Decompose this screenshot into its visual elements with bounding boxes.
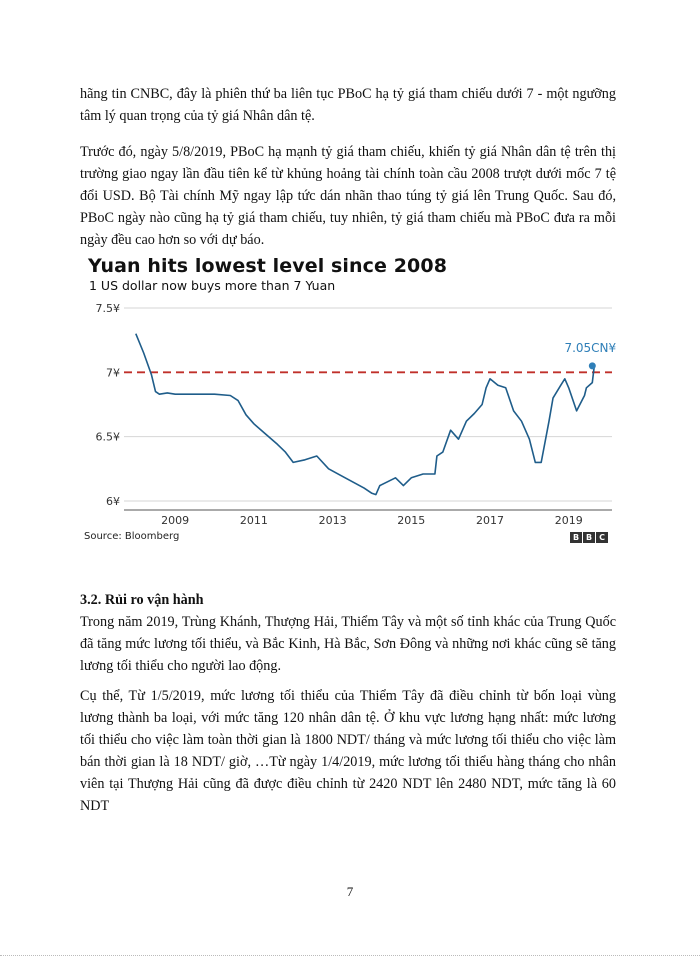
x-tick-label: 2015 [397,514,426,527]
yuan-chart [80,250,620,548]
chart-title: Yuan hits lowest level since 2008 [88,255,448,277]
chart-source: Source: Bloomberg [84,531,180,542]
bbc-logo-letter: C [596,532,608,543]
bbc-logo-letter: B [583,532,595,543]
series-line-usd-cny [136,334,595,495]
annotation-point [589,362,596,369]
chart-canvas [80,250,620,548]
x-tick-label: 2013 [318,514,347,527]
section-heading: 3.2. Rủi ro vận hành [80,592,204,608]
x-tick-label: 2019 [554,514,583,527]
y-tick-label: 7.5¥ [95,302,120,315]
x-tick-label: 2017 [476,514,504,527]
wage-detail-paragraph: Cụ thể, Từ 1/5/2019, mức lương tối thiểu của Thiểm Tây đã điều chỉnh từ bốn loại vùng lương thành ba loại, với mức tăng 120 nhân dân tệ. Ở khu vực lương hạng nhất: mức lương tối thiểu cho việc làm toàn thời gian là 1800 NDT/ tháng và mức lương tối thiểu cho việc làm bán thời gian là 18 NDT/ giờ, …Từ ngày 1/4/2019, mức lương tối thiểu hàng tháng cho nhân viên tại Thượng Hải cũng đã được điều chỉnh từ 2420 NDT lên 2480 NDT, mức tăng là 60 NDT [80,688,616,814]
bbc-logo [570,532,608,543]
context-paragraph: Trước đó, ngày 5/8/2019, PBoC hạ mạnh tỷ giá tham chiếu, khiến tỷ giá Nhân dân tệ trên thị trường giao ngay lần đầu tiên kể từ khủng hoảng tài chính toàn cầu 2008 trượt dưới mốc 7 tệ đổi USD. Bộ Tài chính Mỹ ngay lập tức dán nhãn thao túng tỷ giá lên Trung Quốc. Sau đó, PBoC ngày nào cũng hạ tỷ giá tham chiếu, tuy nhiên, tỷ giá tham chiếu mà PBoC đưa ra mỗi ngày đều cao hơn so với dự báo. [80,144,616,248]
y-tick-label: 7¥ [106,366,120,380]
bbc-logo-letter: B [570,532,582,543]
minimum-wage-paragraph: Trong năm 2019, Trùng Khánh, Thượng Hải, Thiểm Tây và một số tỉnh khác của Trung Quốc đã tăng mức lương tối thiểu, và Bắc Kinh, Hà Bắc, Sơn Đông và những nơi khác cũng sẽ tăng lương tối thiểu cho người lao động. [80,614,616,674]
y-tick-label: 6¥ [106,495,120,508]
page-number: 7 [346,884,354,899]
x-tick-label: 2009 [161,514,190,527]
footer-divider [0,955,700,956]
annotation-label: 7.05CN¥ [564,340,617,355]
intro-paragraph: hãng tin CNBC, đây là phiên thứ ba liên tục PBoC hạ tỷ giá tham chiếu dưới 7 - một ngưỡng tâm lý quan trọng của tỷ giá Nhân dân tệ. [80,86,616,124]
chart-subtitle: 1 US dollar now buys more than 7 Yuan [89,278,336,293]
x-tick-label: 2011 [239,514,268,527]
y-tick-label: 6.5¥ [95,430,120,444]
